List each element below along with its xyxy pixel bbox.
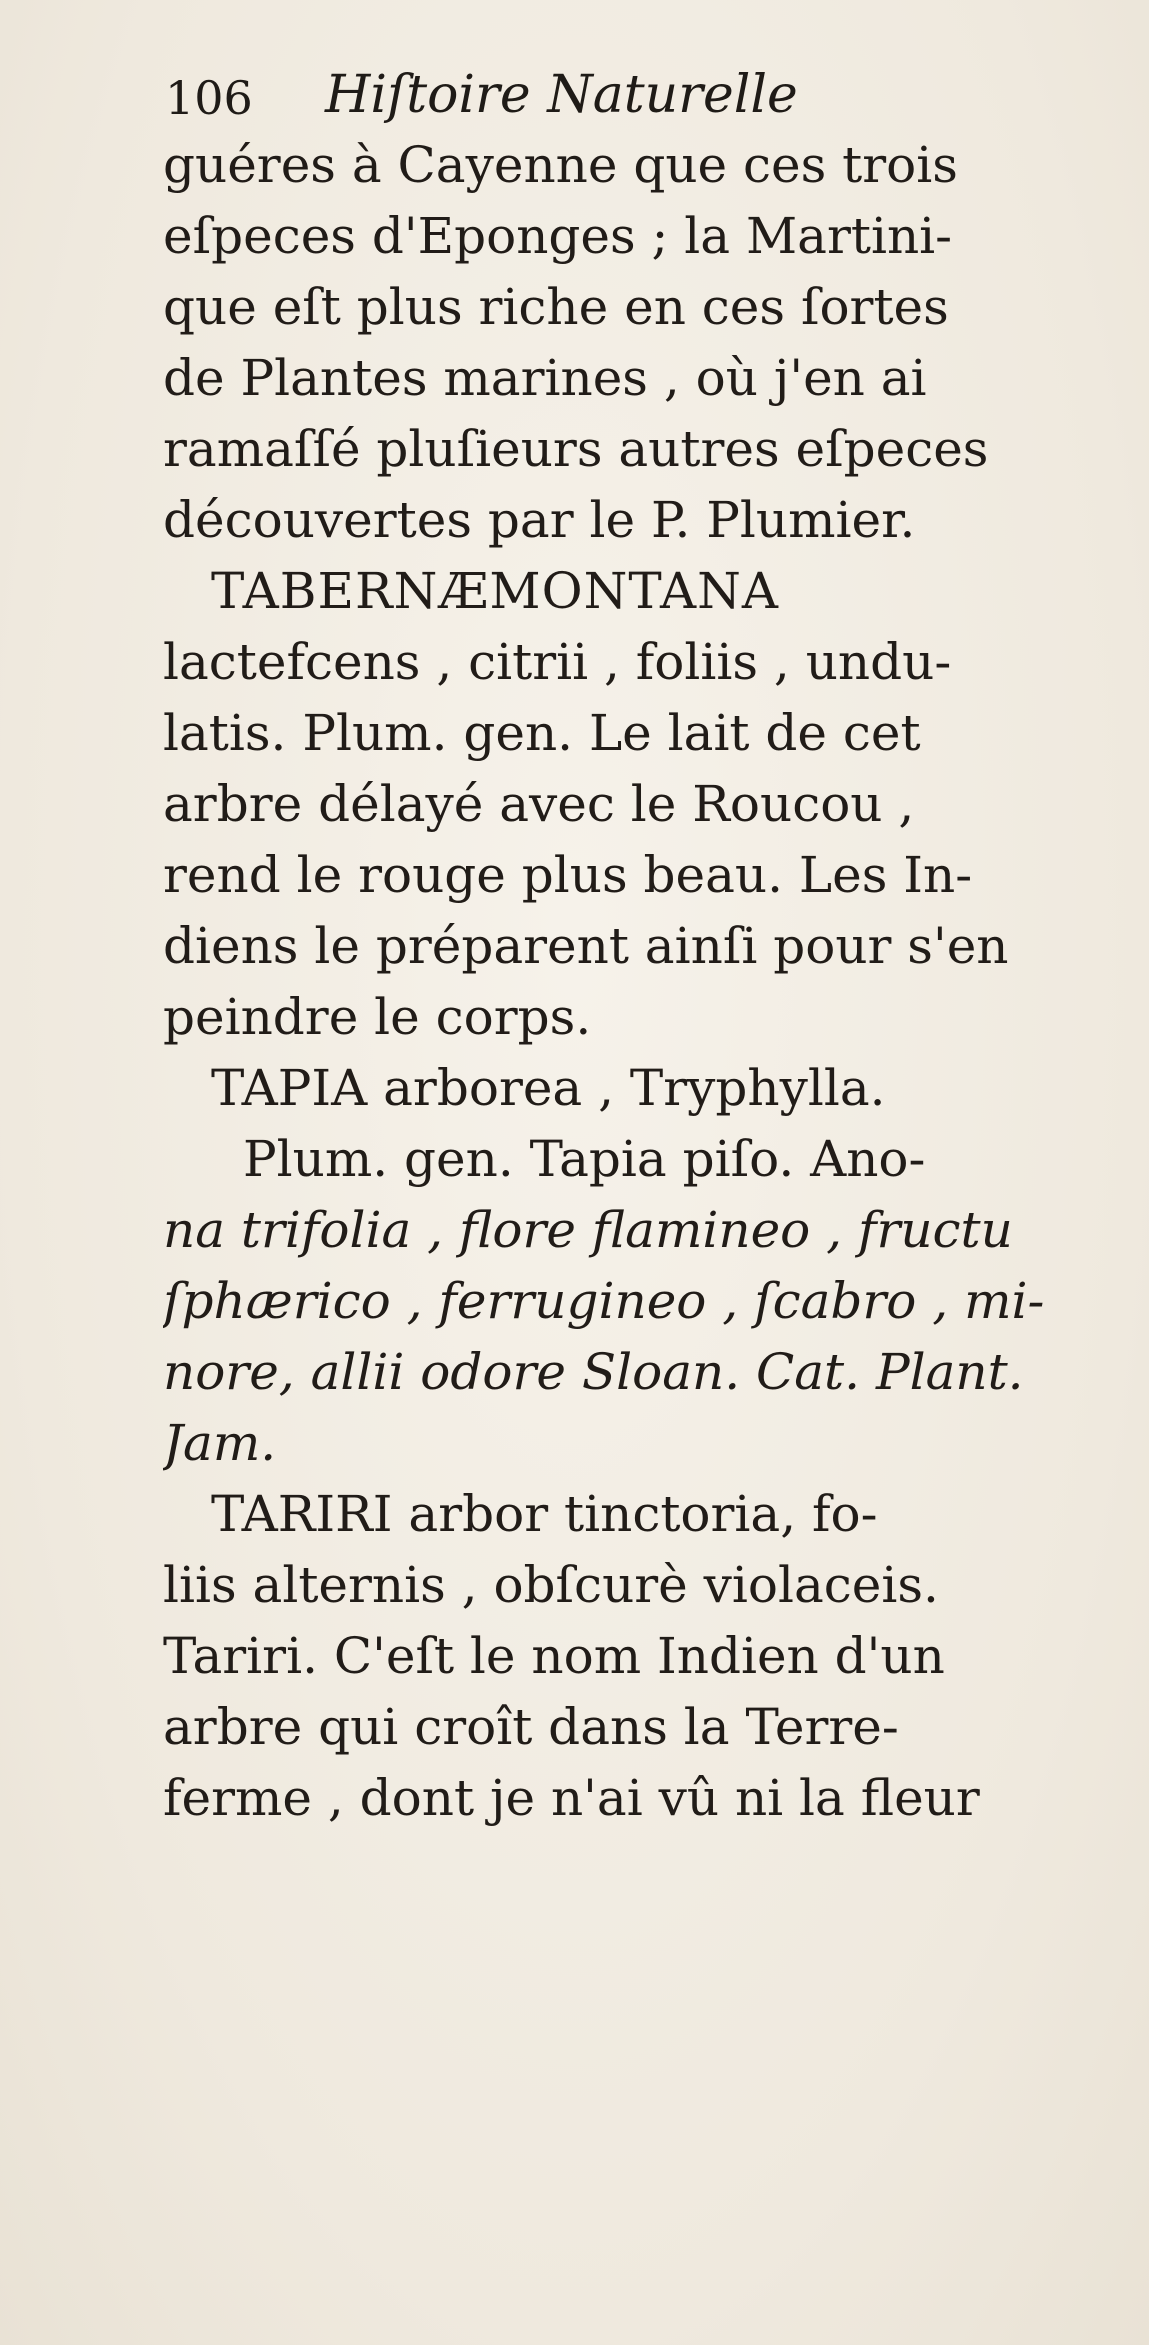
text-line: arbre délayé avec le Roucou , (163, 775, 915, 833)
text-line: que eſt plus riche en ces ſortes (163, 278, 949, 336)
text-line: ramaſſé pluſieurs autres eſpeces (163, 420, 989, 478)
text-line: nore, allii odore Sloan. Cat. Plant. (163, 1343, 1024, 1401)
text-line: Plum. gen. Tapia piſo. Ano- (243, 1130, 926, 1188)
text-line: diens le préparent ainſi pour s'en (163, 917, 1009, 975)
text-line: Tariri. C'eſt le nom Indien d'un (163, 1627, 945, 1685)
body-text (163, 130, 1093, 1834)
text-line: Jam. (163, 1414, 277, 1472)
text-line: liis alternis , obſcurè violaceis. (163, 1556, 939, 1614)
text-line: ferme , dont je n'ai vû ni la fleur (163, 1769, 980, 1827)
text-line: rend le rouge plus beau. Les In- (163, 846, 973, 904)
entry-heading: TARIRI arbor tinctoria, fo- (211, 1485, 878, 1543)
text-line: de Plantes marines , où j'en ai (163, 349, 927, 407)
text-line: ſphærico , ferrugineo , ſcabro , mi- (163, 1272, 1045, 1330)
running-title: Hiſtoire Naturelle (325, 65, 798, 125)
text-line: guéres à Cayenne que ces trois (163, 136, 958, 194)
text-line: latis. Plum. gen. Le lait de cet (163, 704, 921, 762)
entry-heading: TABERNÆMONTANA (211, 562, 779, 620)
text-line: découvertes par le P. Plumier. (163, 491, 916, 549)
text-line: na trifolia , flore flamineo , fructu (163, 1201, 1013, 1259)
text-line: peindre le corps. (163, 988, 592, 1046)
text-line: arbre qui croît dans la Terre- (163, 1698, 899, 1756)
page-header (165, 64, 1065, 130)
page-number: 106 (165, 71, 253, 125)
text-line: eſpeces d'Eponges ; la Martini- (163, 207, 953, 265)
text-line: lactefcens , citrii , foliis , undu- (163, 633, 952, 691)
entry-heading: TAPIA arborea , Tryphylla. (211, 1059, 886, 1117)
